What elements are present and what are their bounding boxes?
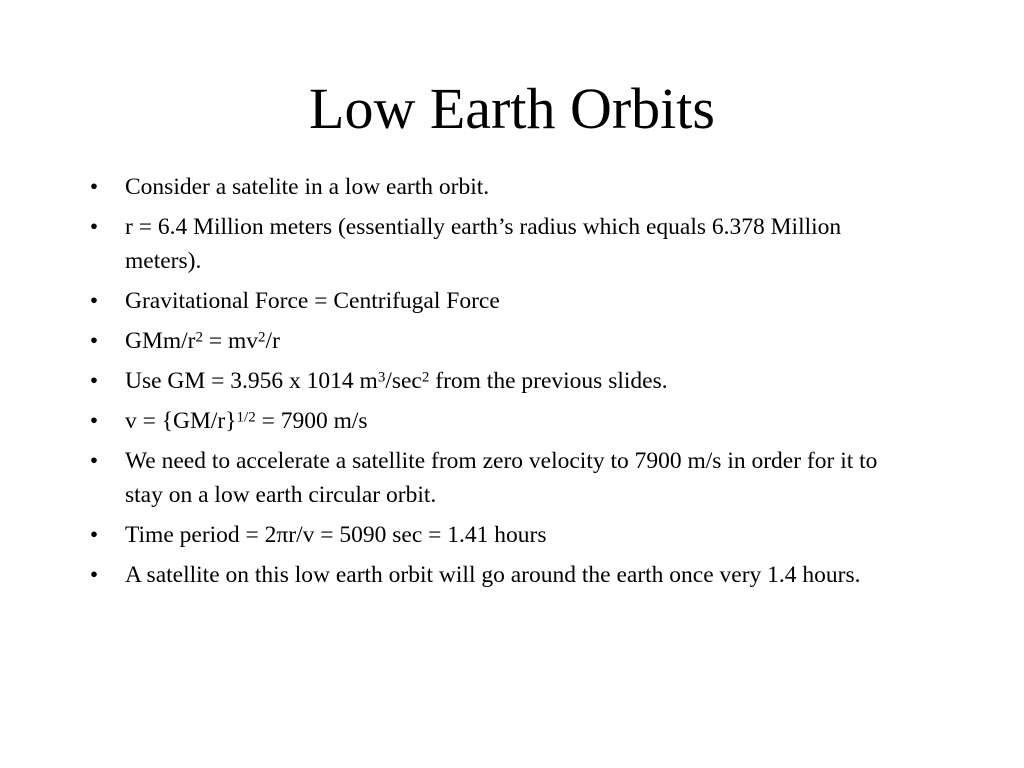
bullet-text (125, 408, 368, 434)
bullet-text: We need to accelerate a satellite from zero velocity to 7900 m/s in order for it to stay on a low earth circular orbit. (125, 448, 878, 508)
bullet-text: A satellite on this low earth orbit will go around the earth once very 1.4 hours. (125, 562, 861, 588)
bullet-marker: • (89, 214, 99, 240)
bullet-item (84, 444, 904, 512)
superscript: 2 (258, 329, 266, 346)
bullet-marker: • (89, 328, 99, 354)
bullet-marker: • (89, 368, 99, 394)
bullet-item (84, 170, 904, 204)
bullet-marker: • (89, 522, 99, 548)
bullet-text (125, 368, 668, 394)
superscript: 3 (377, 369, 386, 386)
equation-text: from the previous slides. (429, 368, 668, 394)
bullet-item (84, 518, 904, 552)
bullet-text: r = 6.4 Million meters (essentially earth’s radius which equals 6.378 Million meters). (125, 214, 842, 274)
bullet-marker: • (89, 448, 99, 474)
bullet-text: Gravitational Force = Centrifugal Force (125, 288, 500, 314)
bullet-text: Time period = 2πr/v = 5090 sec = 1.41 hours (125, 522, 547, 548)
bullet-text: Consider a satelite in a low earth orbit. (125, 174, 490, 200)
equation-text: = 7900 m/s (255, 408, 368, 434)
bullet-item (84, 364, 904, 398)
bullet-marker: • (89, 288, 99, 314)
bullet-marker: • (89, 562, 99, 588)
slide-title: Low Earth Orbits (309, 76, 715, 141)
bullet-list (84, 170, 904, 598)
equation-text: Use GM = 3.956 x 1014 m (125, 368, 378, 394)
equation-text: = mv (203, 328, 259, 354)
superscript: 2 (421, 369, 430, 386)
bullet-item (84, 284, 904, 318)
equation-text: GMm/r (125, 328, 196, 354)
equation-text: /sec (385, 368, 422, 394)
bullet-item (84, 324, 904, 358)
bullet-marker: • (89, 174, 99, 200)
bullet-marker: • (89, 408, 99, 434)
bullet-item (84, 404, 904, 438)
superscript: 2 (195, 329, 203, 346)
bullet-item (84, 210, 904, 278)
bullet-item (84, 558, 904, 592)
equation-text: /r (265, 328, 280, 354)
bullet-text (125, 328, 280, 354)
superscript: 1/2 (236, 409, 256, 426)
equation-text: v = {GM/r} (125, 408, 237, 434)
